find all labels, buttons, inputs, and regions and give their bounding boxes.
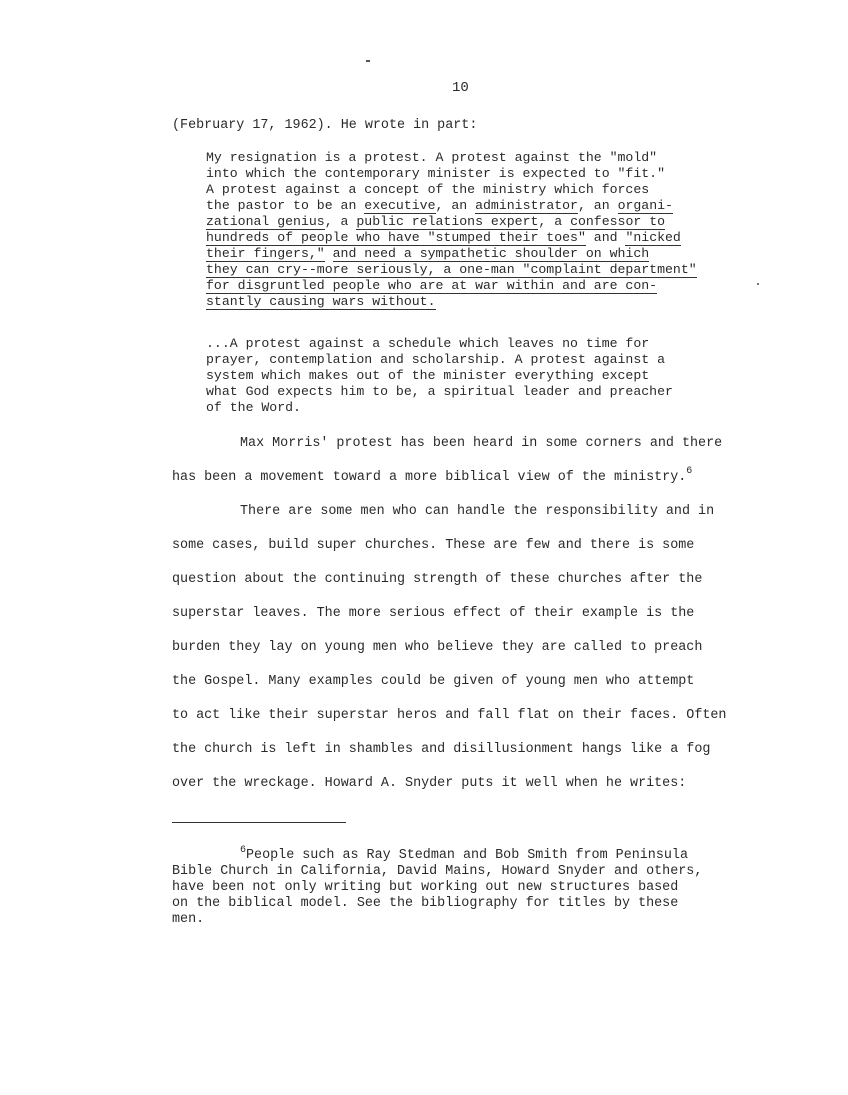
- quote-text: and: [585, 230, 626, 245]
- underlined-text: they can cry--more seriously, a one-man "complaint department": [206, 262, 697, 277]
- underlined-text: confessor to: [570, 214, 666, 229]
- quote-line: system which makes out of the minister everything except: [206, 368, 650, 383]
- underlined-text: public relations expert: [356, 214, 539, 229]
- underlined-text: organi-: [617, 198, 673, 213]
- body-line: the Gospel. Many examples could be given of young men who attempt: [172, 674, 695, 689]
- footnote-text: People such as Ray Stedman and Bob Smith from Peninsula: [246, 848, 688, 863]
- quote-line: My resignation is a protest. A protest against the "mold": [206, 150, 658, 165]
- body-line: question about the continuing strength of these churches after the: [172, 572, 703, 587]
- quote-line: [206, 246, 649, 262]
- footnote-line: Bible Church in California, David Mains, Howard Snyder and others,: [172, 864, 703, 879]
- quote-line: of the Word.: [206, 400, 301, 415]
- footnote-separator: [172, 822, 346, 823]
- underlined-text: and need a sympathetic shoulder on which: [332, 246, 650, 261]
- quote-line: what God expects him to be, a spiritual leader and preacher: [206, 384, 673, 399]
- body-line: some cases, build super churches. These are few and there is some: [172, 538, 695, 553]
- quote-text: , a: [538, 214, 571, 229]
- body-line: Max Morris' protest has been heard in some corners and there: [240, 436, 723, 451]
- page-number: 10: [452, 80, 469, 96]
- quote-text: , a: [324, 214, 357, 229]
- quote-line: into which the contemporary minister is expected to "fit.": [206, 166, 665, 181]
- quote-line: [206, 262, 697, 278]
- quote-line: [206, 214, 665, 230]
- body-line: superstar leaves. The more serious effect of their example is the: [172, 606, 695, 621]
- quote-line: ...A protest against a schedule which leaves no time for: [206, 336, 650, 351]
- quote-line: [206, 278, 657, 294]
- underlined-text: "nicked: [625, 230, 681, 245]
- quote-text: , an: [577, 198, 618, 213]
- footnote-marker: 6: [240, 845, 247, 856]
- footnote-line: have been not only writing but working out new structures based: [172, 880, 679, 895]
- footnote-line: on the biblical model. See the bibliography for titles by these: [172, 896, 679, 911]
- quote-text: the pastor to be an: [206, 198, 365, 213]
- underlined-text: their fingers,": [206, 246, 325, 261]
- quote-text: , an: [435, 198, 476, 213]
- quote-line: [206, 230, 681, 246]
- quote-text: [325, 246, 333, 261]
- footnote-reference: 6: [686, 466, 693, 477]
- quote-line: A protest against a concept of the ministry which forces: [206, 182, 650, 197]
- footnote-line: men.: [172, 912, 205, 927]
- body-line: to act like their superstar heros and fall flat on their faces. Often: [172, 708, 727, 723]
- body-line: burden they lay on young men who believe they are called to preach: [172, 640, 703, 655]
- scan-speck: [757, 283, 759, 285]
- body-line: the church is left in shambles and disillusionment hangs like a fog: [172, 742, 711, 757]
- quote-line: [206, 198, 673, 214]
- body-line: There are some men who can handle the responsibility and in: [240, 504, 715, 519]
- underlined-text: zational genius: [206, 214, 325, 229]
- body-line: [172, 466, 693, 487]
- intro-line: (February 17, 1962). He wrote in part:: [172, 118, 478, 133]
- underlined-text: hundreds of people who have "stumped their toes": [206, 230, 586, 245]
- footnote-line: [240, 845, 688, 865]
- underlined-text: executive: [364, 198, 436, 213]
- scan-speck: [366, 60, 370, 62]
- body-line: over the wreckage. Howard A. Snyder puts it well when he writes:: [172, 776, 687, 791]
- underlined-text: stantly causing wars without.: [206, 294, 436, 309]
- underlined-text: administrator: [475, 198, 578, 213]
- underlined-text: for disgruntled people who are at war within and are con-: [206, 278, 658, 293]
- quote-line: prayer, contemplation and scholarship. A protest against a: [206, 352, 665, 367]
- body-text: has been a movement toward a more biblical view of the ministry.: [172, 470, 687, 485]
- quote-line: [206, 294, 436, 310]
